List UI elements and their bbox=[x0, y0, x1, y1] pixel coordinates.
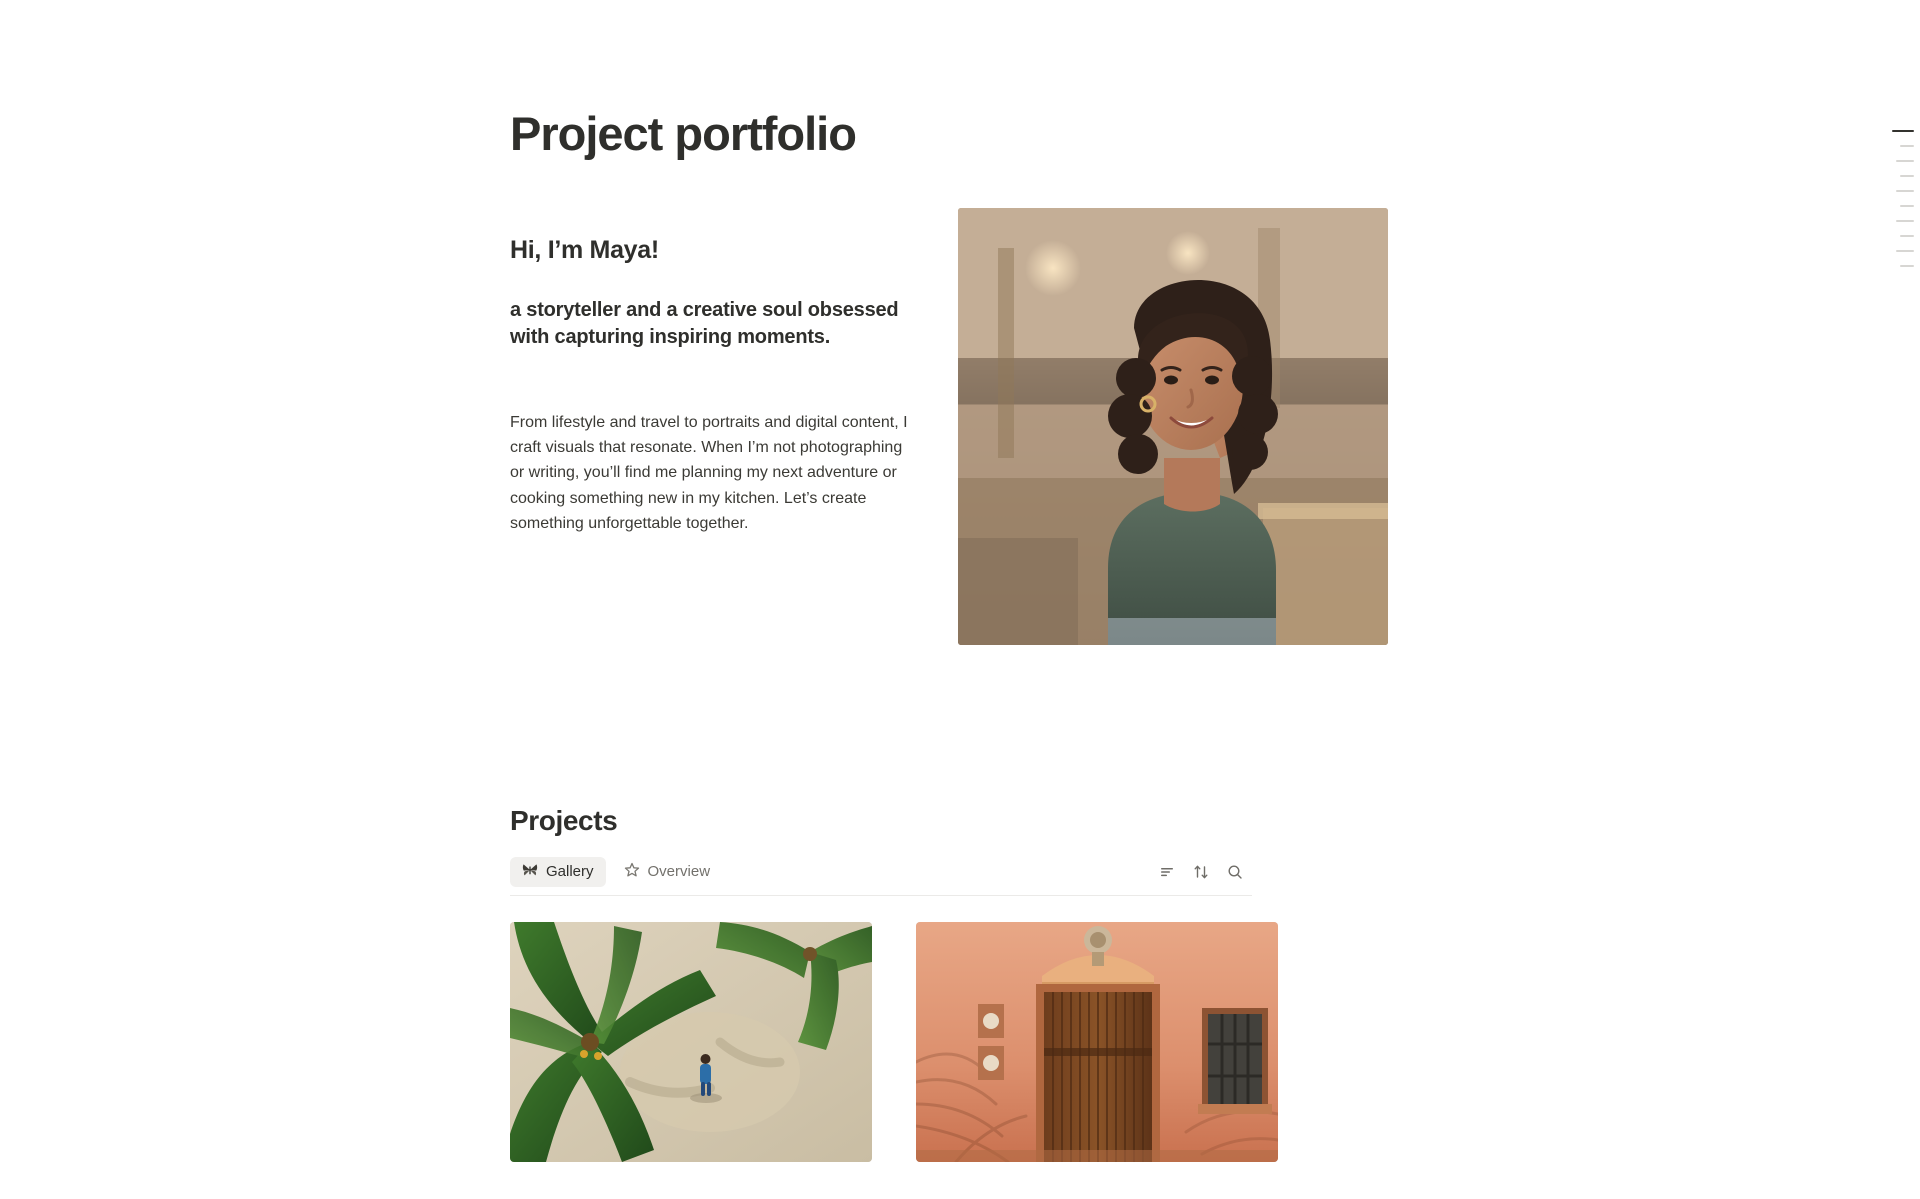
butterfly-icon bbox=[522, 863, 538, 881]
tab-overview-label: Overview bbox=[647, 863, 711, 881]
greeting-heading: Hi, I’m Maya! bbox=[510, 235, 659, 264]
tab-overview[interactable] bbox=[612, 857, 723, 887]
page-content bbox=[510, 0, 1430, 1162]
page-title: Project portfolio bbox=[510, 107, 856, 160]
project-gallery bbox=[510, 922, 1430, 1162]
intro-text bbox=[510, 208, 918, 537]
star-icon bbox=[624, 862, 640, 882]
search-icon[interactable] bbox=[1226, 863, 1244, 881]
portrait-image bbox=[958, 208, 1388, 645]
scroll-marker bbox=[1900, 235, 1914, 237]
scroll-marker bbox=[1900, 145, 1914, 147]
tagline-text: a storyteller and a creative soul obsessed with capturing inspiring moments. bbox=[510, 298, 899, 349]
sort-icon[interactable] bbox=[1192, 863, 1210, 881]
scroll-marker bbox=[1900, 175, 1914, 177]
scroll-marker bbox=[1896, 250, 1914, 252]
scroll-marker bbox=[1896, 220, 1914, 222]
view-tabs bbox=[510, 857, 722, 887]
scroll-marker bbox=[1900, 205, 1914, 207]
gallery-card-palms[interactable] bbox=[510, 922, 872, 1162]
tab-gallery-label: Gallery bbox=[546, 863, 594, 881]
tab-gallery[interactable] bbox=[510, 857, 606, 887]
outline-scroll-markers[interactable] bbox=[1890, 130, 1914, 267]
view-bar bbox=[510, 855, 1252, 896]
scroll-marker bbox=[1900, 265, 1914, 267]
view-tools bbox=[1158, 863, 1252, 881]
scroll-marker bbox=[1896, 190, 1914, 192]
scroll-marker bbox=[1892, 130, 1914, 132]
intro-section bbox=[510, 208, 1430, 645]
bio-text: From lifestyle and travel to portraits and digital content, I craft visuals that resonate. When I’m not photographing or writing, you’ll find me planning my next adventure or cooking something new in my kitchen. Let’s create something unforgettable together. bbox=[510, 413, 908, 532]
projects-heading: Projects bbox=[510, 804, 618, 836]
gallery-card-door[interactable] bbox=[916, 922, 1278, 1162]
filter-icon[interactable] bbox=[1158, 863, 1176, 881]
scroll-marker bbox=[1896, 160, 1914, 162]
